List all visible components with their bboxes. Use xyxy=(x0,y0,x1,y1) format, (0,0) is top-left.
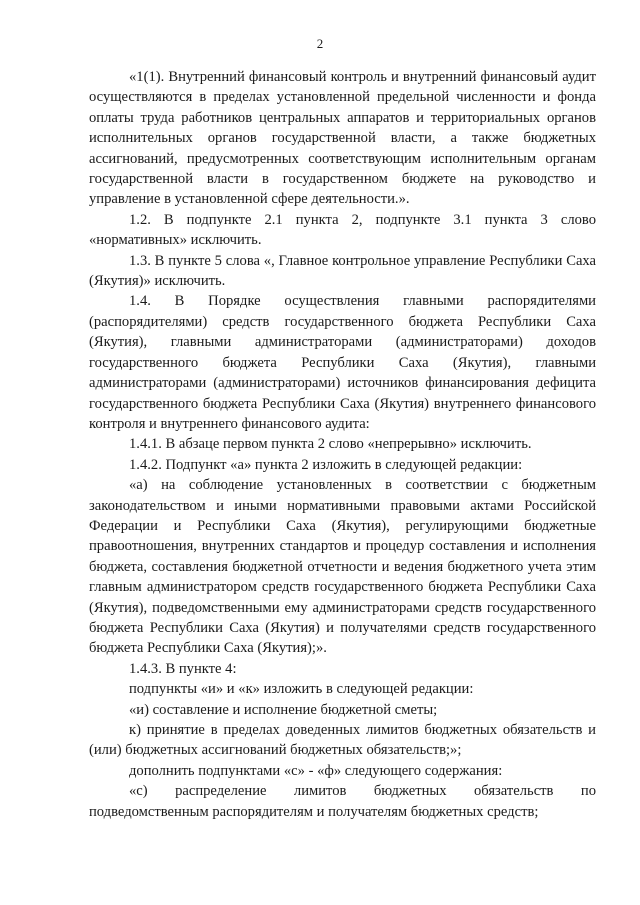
paragraph-1-1: «1(1). Внутренний финансовый контроль и внутренний финансовый аудит осуществляются в пределах установленной предельной численности и фонда оплаты труда работников центральных аппаратов и территориальных органов исполнительных органов государственной власти, а также бюджетных ассигнований, предусмотренных соответствующим исполнительным органам государственной власти в государственном бюджете на руководство и управление в установленной сфере деятельности.». xyxy=(89,69,596,208)
paragraph-1-4-1: 1.4.1. В абзаце первом пункта 2 слово «непрерывно» исключить. xyxy=(129,436,532,453)
paragraph-add-subitems-intro: дополнить подпунктами «с» - «ф» следующего содержания: xyxy=(129,762,503,779)
paragraph-1-4: 1.4. В Порядке осуществления главными распорядителями (распорядителями) средств государственного бюджета Республики Саха (Якутия), главными администраторами (администраторами) доходов государственного бюджета Республики Саха (Якутия), главными администраторами (администраторами) источников финансирования дефицита государственного бюджета Республики Саха (Якутия) внутреннего финансового контроля и внутреннего финансового аудита: xyxy=(89,293,596,432)
paragraph-subitem-s: «с) распределение лимитов бюджетных обязательств по подведомственным распорядителям и получателям бюджетных средств; xyxy=(89,783,596,820)
paragraph-subitem-a: «а) на соблюдение установленных в соответствии с бюджетным законодательством и иными нормативными правовыми актами Российской Федерации и Республики Саха (Якутия), регулирующими бюджетные правоотношения, внутренних стандартов и процедур составления и исполнения бюджета, составления бюджетной отчетности и ведения бюджетного учета этим главным администратором средств государственного бюджета Республики Саха (Якутия), подведомственными ему администраторами средств государственного бюджета Республики Саха (Якутия) и получателями средств государственного бюджета Республики Саха (Якутия);». xyxy=(89,477,596,657)
paragraph-1-3: 1.3. В пункте 5 слова «, Главное контрольное управление Республики Саха (Якутия)» исключить. xyxy=(89,252,596,290)
page-number: 2 xyxy=(316,36,324,51)
paragraph-1-4-3: 1.4.3. В пункте 4: xyxy=(129,660,237,677)
paragraph-subitems-i-k-intro: подпункты «и» и «к» изложить в следующей редакции: xyxy=(129,681,474,698)
paragraph-subitem-i: «и) составление и исполнение бюджетной сметы; xyxy=(129,701,438,718)
paragraph-1-4-2: 1.4.2. Подпункт «а» пункта 2 изложить в следующей редакции: xyxy=(129,456,523,473)
paragraph-subitem-k: к) принятие в пределах доведенных лимитов бюджетных обязательств и (или) бюджетных ассигнований бюджетных обязательств;»; xyxy=(89,722,596,759)
paragraph-1-2: 1.2. В подпункте 2.1 пункта 2, подпункте 3.1 пункта 3 слово «нормативных» исключить. xyxy=(89,211,596,249)
document-body xyxy=(89,67,596,822)
